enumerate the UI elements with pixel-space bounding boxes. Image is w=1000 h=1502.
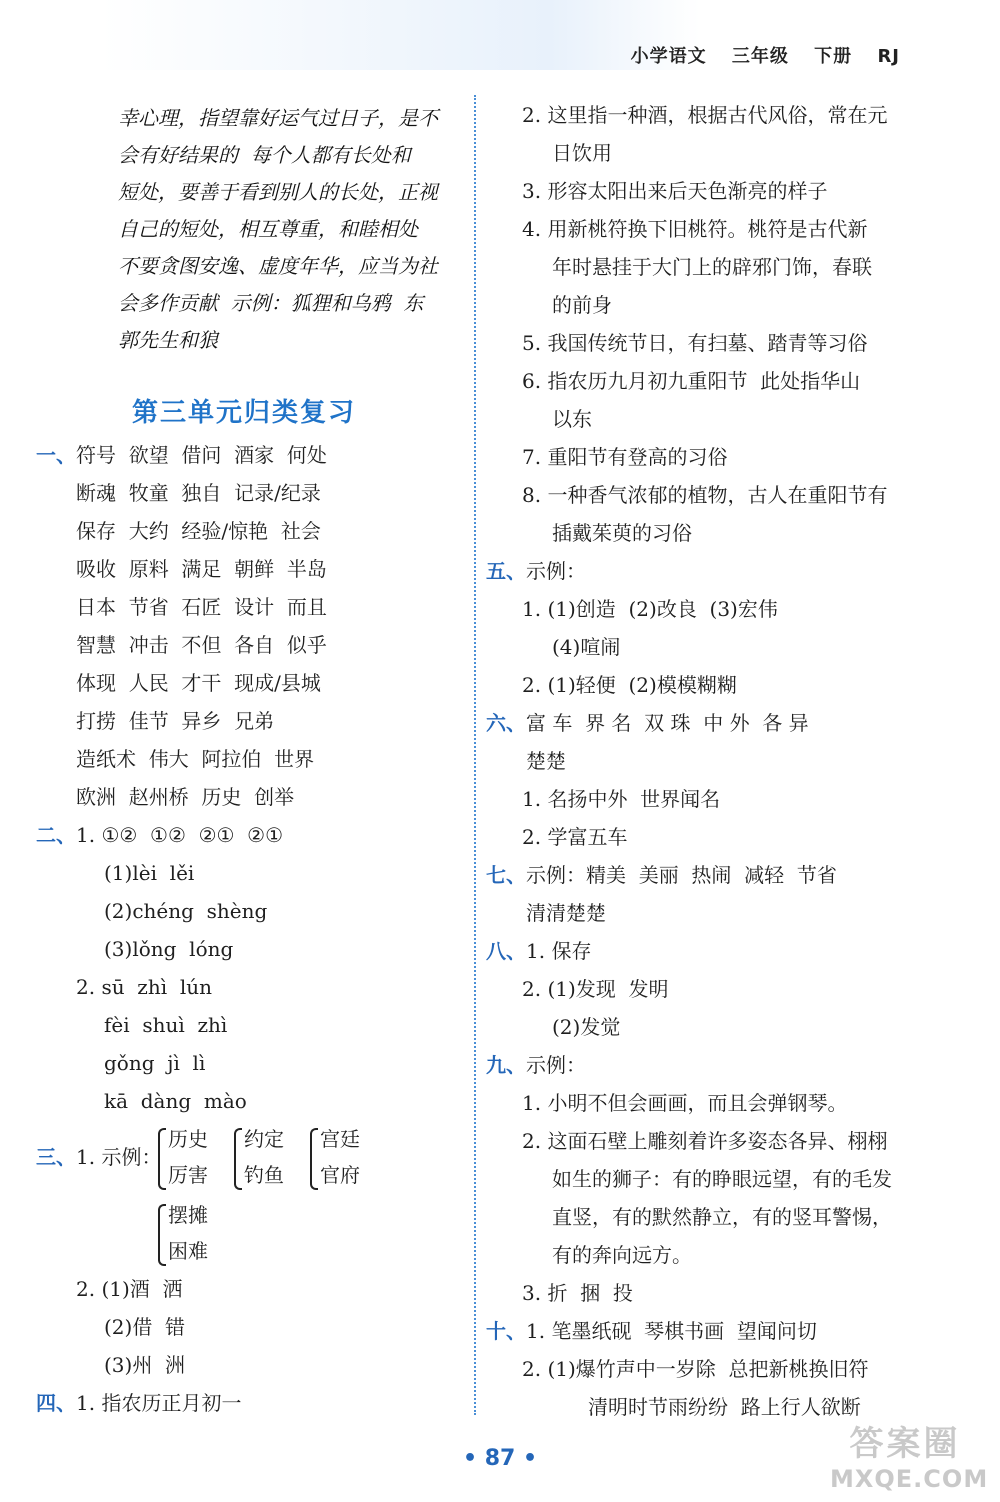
- word-pair: 厉害: [168, 1163, 208, 1187]
- answer-row: 插戴茱萸的习俗: [552, 521, 692, 545]
- answer-row: fèi shuì zhì: [104, 1013, 228, 1037]
- handwritten-line: 自己的短处，相互尊重，和睦相处: [118, 217, 418, 241]
- page-header: [0, 42, 900, 68]
- handwritten-line: 幸心理，指望靠好运气过日子，是不: [118, 106, 438, 130]
- answer-row: 1. ①② ①② ②① ②①: [76, 823, 284, 847]
- answer-prefix: 1. 示例：: [76, 1145, 162, 1169]
- column-divider: [474, 95, 476, 1415]
- answer-row: (3)lǒng lóng: [104, 937, 234, 961]
- word-pair: 官府: [320, 1163, 360, 1187]
- section-title: 第三单元归类复习: [132, 398, 357, 428]
- answer-row: 示例：: [526, 1053, 586, 1077]
- answer-row: 1. 名扬中外 世界闻名: [522, 787, 721, 811]
- handwritten-line: 会多作贡献 示例：狐狸和乌鸦 东: [118, 291, 424, 315]
- question-label: 六、: [486, 711, 526, 735]
- answer-row: 4. 用新桃符换下旧桃符。桃符是古代新: [522, 217, 868, 241]
- answer-row: 清明时节雨纷纷 路上行人欲断: [588, 1395, 861, 1419]
- answer-row: (2)借 错: [104, 1315, 186, 1339]
- answer-row: (1)lèi lěi: [104, 861, 195, 885]
- handwritten-line: 不要贪图安逸、虚度年华，应当为社: [118, 254, 438, 278]
- header-edition: RJ: [877, 46, 900, 67]
- answer-row: 打捞 佳节 异乡 兄弟: [76, 709, 275, 733]
- answer-row: 2. 学富五车: [522, 825, 628, 849]
- answer-row: 7. 重阳节有登高的习俗: [522, 445, 728, 469]
- handwritten-line: 郭先生和狼: [118, 328, 218, 352]
- word-pair: 困难: [168, 1239, 208, 1263]
- answer-row: 1. 小明不但会画画，而且会弹钢琴。: [522, 1091, 848, 1115]
- brace-icon: [158, 1128, 166, 1190]
- answer-row: 直竖，有的默然静立，有的竖耳警惕，: [552, 1205, 892, 1229]
- question-label: 二、: [36, 823, 76, 847]
- question-label: 九、: [486, 1053, 526, 1077]
- question-label: 五、: [486, 559, 526, 583]
- answer-row: 8. 一种香气浓郁的植物，古人在重阳节有: [522, 483, 888, 507]
- answer-row: 1. 指农历正月初一: [76, 1391, 242, 1415]
- answer-row: 以东: [552, 407, 592, 431]
- word-pair: 约定: [244, 1127, 284, 1151]
- answer-row: 的前身: [552, 293, 612, 317]
- answer-row: 日饮用: [552, 141, 612, 165]
- answer-row: 示例：: [526, 559, 586, 583]
- answer-row: 体现 人民 才干 现成/县城: [76, 671, 321, 695]
- header-subject: 小学语文: [630, 46, 707, 67]
- answer-row: 清清楚楚: [526, 901, 606, 925]
- answer-row: 5. 我国传统节日，有扫墓、踏青等习俗: [522, 331, 868, 355]
- answer-row: (4)喧闹: [552, 635, 621, 659]
- answer-row: 2. (1)爆竹声中一岁除 总把新桃换旧符: [522, 1357, 869, 1381]
- answer-row: 吸收 原料 满足 朝鲜 半岛: [76, 557, 327, 581]
- answer-row: (2)发觉: [552, 1015, 621, 1039]
- answer-row: 2. 这面石壁上雕刻着许多姿态各异、栩栩: [522, 1129, 888, 1153]
- word-pair: 宫廷: [320, 1127, 360, 1151]
- answer-row: 富 车 界 名 双 珠 中 外 各 异: [526, 711, 809, 735]
- answer-row: gǒng jì lì: [104, 1051, 206, 1075]
- question-label: 三、: [36, 1145, 76, 1169]
- answer-row: 2. (1)轻便 (2)模模糊糊: [522, 673, 737, 697]
- answer-row: 有的奔向远方。: [552, 1243, 692, 1267]
- answer-row: 示例：精美 美丽 热闹 减轻 节省: [526, 863, 837, 887]
- answer-row: 欧洲 赵州桥 历史 创举: [76, 785, 295, 809]
- answer-row: 6. 指农历九月初九重阳节 此处指华山: [522, 369, 861, 393]
- word-pair: 钓鱼: [244, 1163, 284, 1187]
- answer-row: 1. 笔墨纸砚 琴棋书画 望闻问切: [526, 1319, 817, 1343]
- question-label: 一、: [36, 443, 76, 467]
- answer-row: kā dàng mào: [104, 1089, 247, 1113]
- header-grade: 三年级: [731, 46, 789, 67]
- answer-row: 年时悬挂于大门上的辟邪门饰，春联: [552, 255, 872, 279]
- watermark-text: MXQE.COM: [830, 1465, 989, 1493]
- header-volume: 下册: [814, 46, 853, 67]
- page-number: • 87 •: [462, 1446, 538, 1471]
- answer-row: 2. 这里指一种酒，根据古代风俗，常在元: [522, 103, 888, 127]
- answer-row: 日本 节省 石匠 设计 而且: [76, 595, 327, 619]
- brace-icon: [158, 1204, 166, 1266]
- word-pair: 摆摊: [168, 1203, 208, 1227]
- answer-row: 2. (1)酒 洒: [76, 1277, 183, 1301]
- brace-icon: [310, 1128, 318, 1190]
- word-pair: 历史: [168, 1127, 208, 1151]
- answer-row: (3)州 洲: [104, 1353, 186, 1377]
- question-label: 八、: [486, 939, 526, 963]
- question-label: 七、: [486, 863, 526, 887]
- handwritten-line: 短处，要善于看到别人的长处，正视: [118, 180, 438, 204]
- answer-row: 保存 大约 经验/惊艳 社会: [76, 519, 321, 543]
- answer-row: 造纸术 伟大 阿拉伯 世界: [76, 747, 315, 771]
- answer-row: 符号 欲望 借问 酒家 何处: [76, 443, 327, 467]
- answer-row: 1. (1)创造 (2)改良 (3)宏伟: [522, 597, 778, 621]
- question-label: 十、: [486, 1319, 526, 1343]
- answer-row: 楚楚: [526, 749, 566, 773]
- answer-row: 2. (1)发现 发明: [522, 977, 669, 1001]
- answer-row: 3. 折 捆 投: [522, 1281, 633, 1305]
- brace-icon: [234, 1128, 242, 1190]
- answer-row: 1. 保存: [526, 939, 592, 963]
- answer-row: (2)chéng shèng: [104, 899, 268, 923]
- answer-row: 如生的狮子：有的睁眼远望，有的毛发: [552, 1167, 892, 1191]
- answer-row: 断魂 牧童 独自 记录/纪录: [76, 481, 321, 505]
- question-label: 四、: [36, 1391, 76, 1415]
- watermark-logo: [830, 1416, 989, 1496]
- watermark-text: 答案圈: [849, 1424, 961, 1464]
- answer-row: 智慧 冲击 不但 各自 似乎: [76, 633, 327, 657]
- handwritten-line: 会有好结果的 每个人都有长处和: [118, 143, 411, 167]
- answer-row: 2. sū zhì lún: [76, 975, 212, 999]
- answer-row: 3. 形容太阳出来后天色渐亮的样子: [522, 179, 828, 203]
